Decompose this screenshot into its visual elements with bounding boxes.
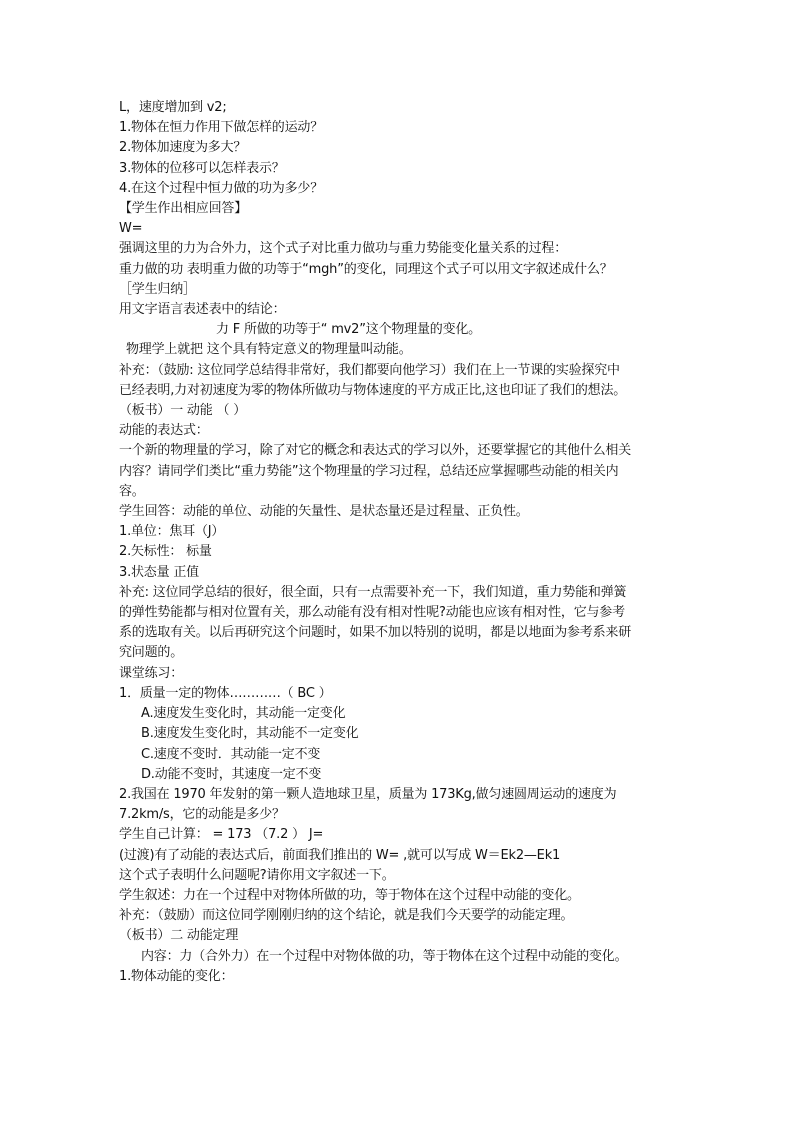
- calculation-line: 学生自己计算： = 173 （7.2 ） J=: [119, 827, 324, 843]
- text-line: 内容？请同学们类比“重力势能”这个物理量的学习过程，总结还应掌握哪些动能的相关内: [119, 463, 619, 479]
- section-heading: 【学生作出相应回答】: [119, 201, 248, 217]
- option-c: C.速度不变时．其动能一定不变: [141, 746, 321, 762]
- exercise-question: 2.我国在 1970 年发射的第一颗人造地球卫星，质量为 173Kg,做匀速圆周运动的速度为: [119, 786, 617, 802]
- text-line: 的弹性势能都与相对位置有关，那么动能有没有相对性呢?动能也应该有相对性，它与参考: [119, 605, 625, 621]
- text-line: 强调这里的力为合外力，这个式子对比重力做功与重力势能变化量关系的过程：: [119, 241, 568, 257]
- question-1: 1.物体在恒力作用下做怎样的运动？: [119, 120, 324, 136]
- text-line: 动能的表达式：: [119, 423, 209, 439]
- formula-line: W=: [119, 221, 143, 237]
- text-line: 一个新的物理量的学习，除了对它的概念和表达式的学习以外，还要掌握它的其他什么相关: [119, 443, 632, 459]
- text-line: 重力做的功 表明重力做的功等于“mgh”的变化，同理这个式子可以用文字叙述成什么？: [119, 261, 613, 277]
- question-2: 2.物体加速度为多大？: [119, 140, 247, 156]
- option-a: A.速度发生变化时，其动能一定变化: [141, 706, 346, 722]
- text-line: L，速度增加到 v2;: [119, 100, 227, 115]
- question-4: 4.在这个过程中恒力做的功为多少？: [119, 180, 324, 196]
- text-line: 补充：（鼓励）而这位同学刚刚归纳的这个结论，就是我们今天要学的动能定理。: [119, 908, 574, 924]
- conclusion-line: 力 F 所做的功等于“ mv2”这个物理量的变化。: [216, 322, 481, 338]
- text-line: 系的选取有关。以后再研究这个问题时，如果不加以特别的说明，都是以地面为参考系来研: [119, 625, 632, 641]
- list-item: 1.单位：焦耳（J）: [119, 524, 225, 540]
- board-heading: （板书）二 动能定理: [119, 928, 239, 944]
- text-line: 补充：（鼓励: 这位同学总结得非常好，我们都要向他学习）我们在上一节课的实验探究中: [119, 362, 620, 378]
- option-b: B.速度发生变化时，其动能不一定变化: [141, 726, 359, 742]
- theorem-content: 内容：力（合外力）在一个过程中对物体做的功，等于物体在这个过程中动能的变化。: [141, 948, 628, 964]
- text-line: 究问题的。: [119, 645, 184, 661]
- text-line: 7.2km/s，它的动能是多少？: [119, 807, 285, 823]
- text-line: 这个式子表明什么问题呢?请你用文字叙述一下。: [119, 867, 395, 883]
- option-d: D.动能不变时，其速度一定不变: [141, 766, 322, 782]
- list-item: 1.物体动能的变化：: [119, 968, 234, 984]
- question-3: 3.物体的位移可以怎样表示？: [119, 160, 285, 176]
- list-item: 2.矢标性： 标量: [119, 544, 212, 560]
- exercise-question: 1．质量一定的物体…………（ BC ）: [119, 685, 332, 701]
- text-line: (过渡)有了动能的表达式后，前面我们推出的 W= ,就可以写成 W＝Ek2—Ek1: [119, 847, 561, 863]
- text-line: 容。: [119, 483, 145, 499]
- text-line: 用文字语言表述表中的结论：: [119, 302, 286, 318]
- text-line: 学生叙述：力在一个过程中对物体所做的功，等于物体在这个过程中动能的变化。: [119, 887, 580, 903]
- board-heading: （板书）一 动能 （ ）: [119, 403, 246, 419]
- section-heading: 课堂练习：: [119, 665, 184, 681]
- text-line: 物理学上就把 这个具有特定意义的物理量叫动能。: [126, 342, 412, 358]
- text-line: 学生回答：动能的单位、动能的矢量性、是状态量还是过程量、正负性。: [119, 504, 529, 520]
- section-heading: ［学生归纳］: [119, 281, 196, 297]
- list-item: 3.状态量 正值: [119, 564, 199, 580]
- document-body: [119, 98, 679, 987]
- text-line: 已经表明,力对初速度为零的物体所做功与物体速度的平方成正比,这也印证了我们的想法。: [119, 382, 627, 398]
- text-line: 补充: 这位同学总结的很好，很全面，只有一点需要补充一下，我们知道，重力势能和弹簧: [119, 584, 627, 600]
